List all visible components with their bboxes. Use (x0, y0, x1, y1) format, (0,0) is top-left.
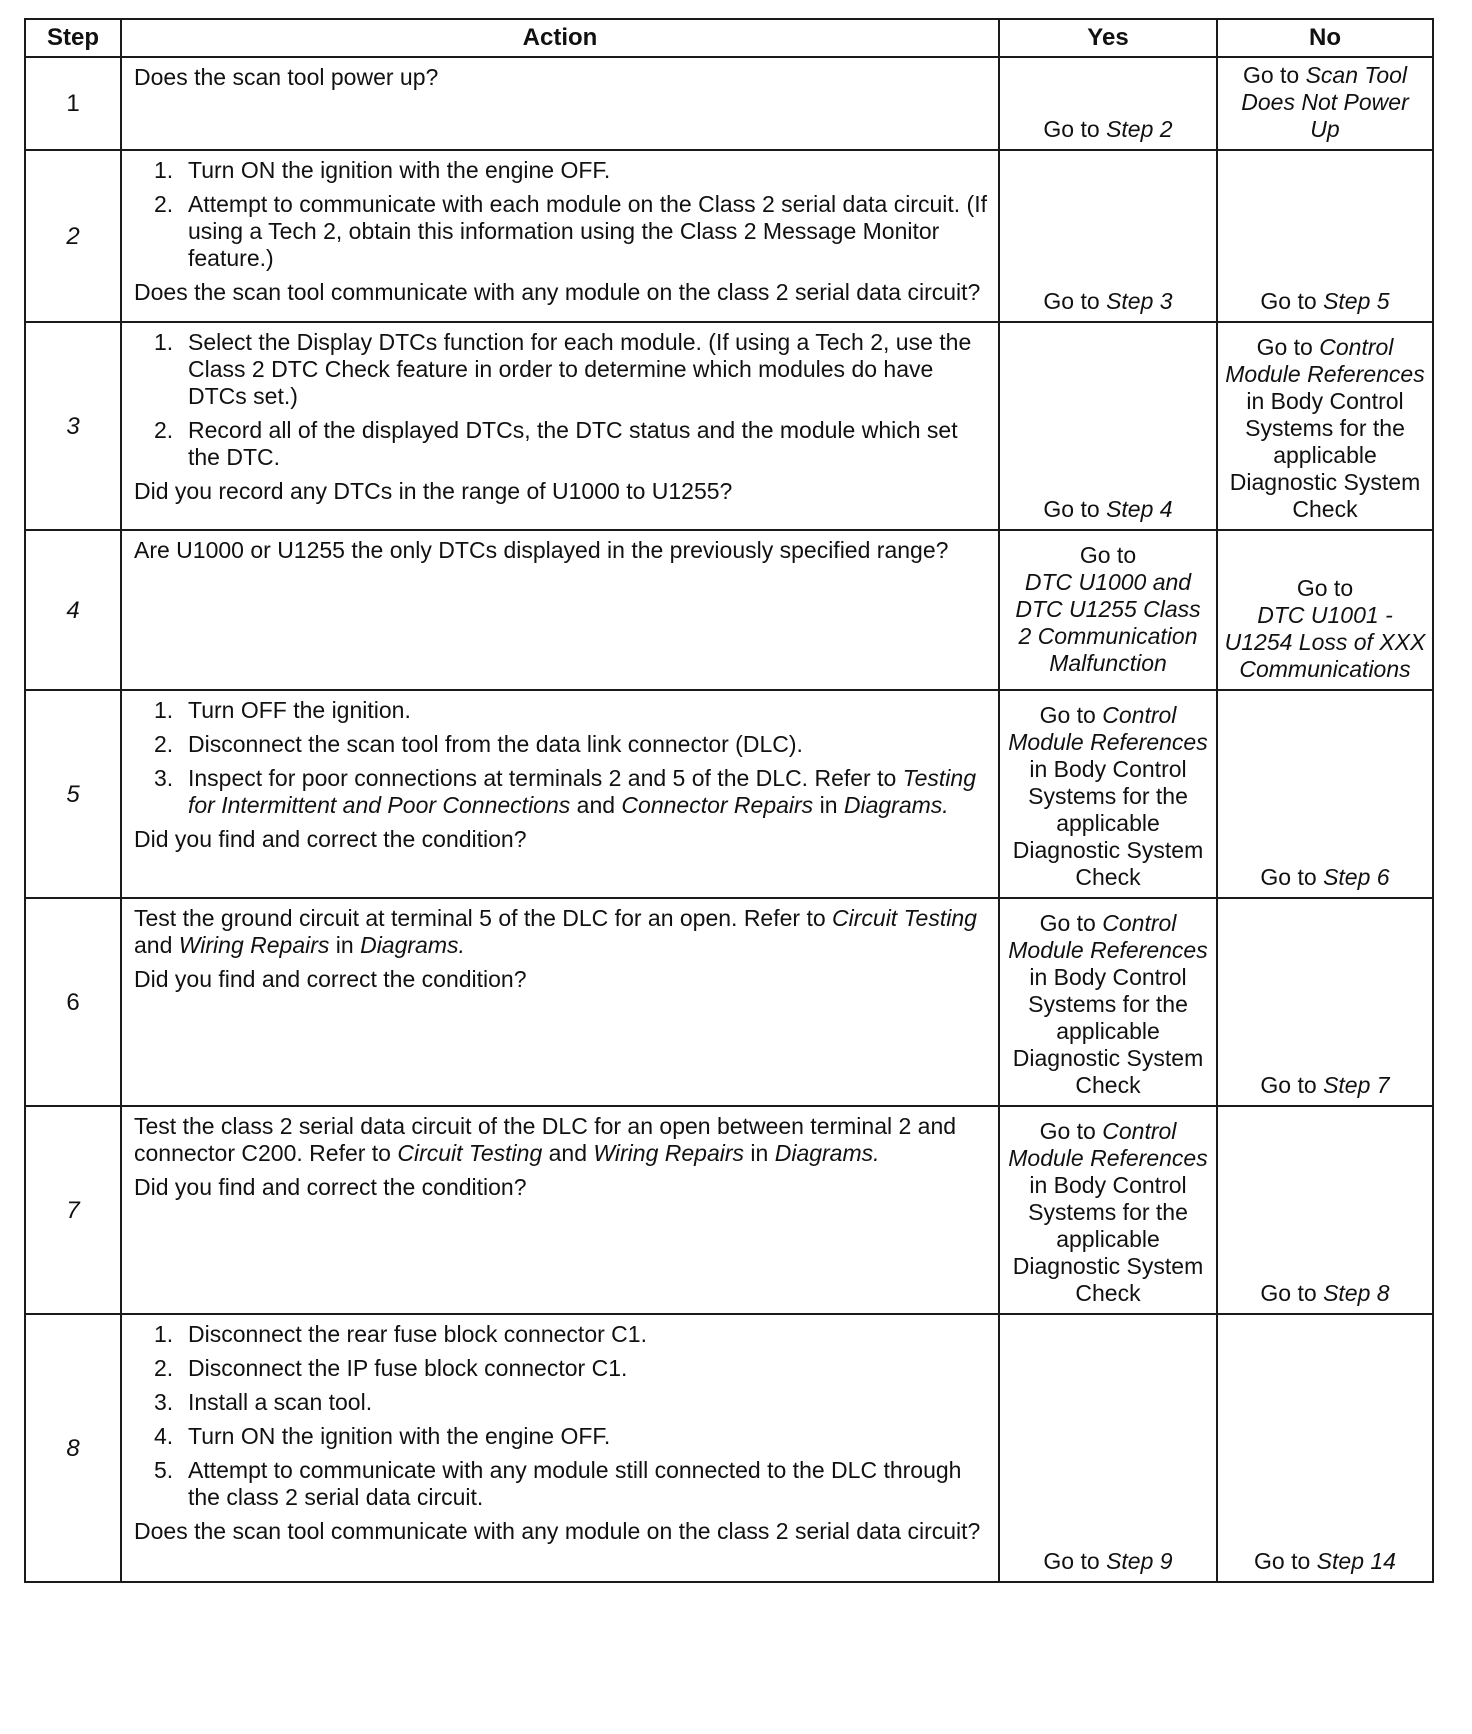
reference-link: Diagrams. (360, 932, 465, 958)
action-question: Did you find and correct the condition? (134, 1174, 527, 1200)
step-number: 2 (25, 150, 121, 322)
yes-target: Control Module References (1008, 1118, 1208, 1171)
header-step: Step (25, 19, 121, 57)
list-item: Disconnect the scan tool from the data link connector (DLC). (188, 731, 803, 757)
no-cell (1217, 57, 1433, 150)
action-question: Does the scan tool power up? (134, 64, 439, 90)
no-suffix: in Body Control Systems for the applicable Diagnostic System Check (1229, 388, 1421, 522)
action-paragraph (134, 905, 990, 959)
text-run: Inspect for poor connections at terminals 2 and 5 of the DLC. Refer to (188, 765, 903, 791)
yes-prefix: Go to (1039, 910, 1103, 936)
diagnostic-table-page (24, 18, 1432, 1583)
no-prefix: Go to (1260, 288, 1324, 314)
yes-cell (999, 690, 1217, 898)
action-list (134, 329, 990, 471)
no-prefix: Go to (1260, 864, 1324, 890)
reference-link: Diagrams. (774, 1140, 880, 1166)
reference-link: Wiring Repairs (178, 932, 330, 958)
yes-cell (999, 530, 1217, 690)
table-row (25, 690, 1433, 898)
table-row (25, 530, 1433, 690)
text-run: and (542, 1140, 594, 1166)
text-run: and (134, 932, 179, 958)
reference-link: Diagrams. (843, 792, 949, 818)
yes-prefix: Go to (1043, 1548, 1107, 1574)
step-number: 3 (25, 322, 121, 530)
no-target: Scan Tool Does Not Power Up (1241, 62, 1409, 142)
no-cell (1217, 322, 1433, 530)
text-run: in (329, 932, 361, 958)
no-target: Step 7 (1323, 1072, 1390, 1098)
action-question: Are U1000 or U1255 the only DTCs displayed in the previously specified range? (134, 537, 949, 563)
reference-link: Wiring Repairs (593, 1140, 745, 1166)
table-row (25, 1106, 1433, 1314)
list-item: Turn ON the ignition with the engine OFF. (188, 1423, 611, 1449)
no-cell (1217, 898, 1433, 1106)
action-question: Did you record any DTCs in the range of U1000 to U1255? (134, 478, 733, 504)
yes-prefix: Go to (1039, 1118, 1103, 1144)
action-cell (121, 1314, 999, 1582)
table-row (25, 150, 1433, 322)
list-item: Attempt to communicate with any module still connected to the DLC through the class 2 serial data circuit. (188, 1457, 962, 1510)
yes-target: Control Module References (1008, 910, 1208, 963)
text-run: Test the class 2 serial data circuit of the DLC for an open between terminal 2 and connector C200. Refer to (134, 1113, 957, 1166)
yes-target: Step 9 (1106, 1548, 1173, 1574)
list-item: Select the Display DTCs function for each module. (If using a Tech 2, use the Class 2 DTC Check feature in order to determine which modules do have DTCs set.) (188, 329, 972, 409)
action-cell (121, 690, 999, 898)
no-prefix: Go to (1296, 575, 1354, 601)
list-item: Attempt to communicate with each module on the Class 2 serial data circuit. (If using a Tech 2, obtain this information using the Class 2 Message Monitor feature.) (188, 191, 987, 271)
list-item (134, 765, 990, 819)
table-row (25, 57, 1433, 150)
action-question: Did you find and correct the condition? (134, 966, 527, 992)
no-target: Step 8 (1323, 1280, 1390, 1306)
no-cell (1217, 150, 1433, 322)
yes-cell (999, 898, 1217, 1106)
yes-prefix: Go to (1043, 288, 1107, 314)
text-run: Test the ground circuit at terminal 5 of the DLC for an open. Refer to (134, 905, 833, 931)
action-list (134, 1321, 990, 1511)
step-number: 1 (25, 57, 121, 150)
action-list (134, 157, 990, 272)
step-number: 4 (25, 530, 121, 690)
table-row (25, 322, 1433, 530)
action-cell (121, 150, 999, 322)
no-target: Step 6 (1323, 864, 1390, 890)
action-cell (121, 1106, 999, 1314)
no-target: Step 5 (1323, 288, 1390, 314)
yes-cell (999, 322, 1217, 530)
no-prefix: Go to (1260, 1072, 1324, 1098)
no-prefix: Go to (1256, 334, 1320, 360)
yes-cell (999, 57, 1217, 150)
no-prefix: Go to (1260, 1280, 1324, 1306)
yes-prefix: Go to (1039, 702, 1103, 728)
yes-cell (999, 1314, 1217, 1582)
diagnostic-table (24, 18, 1434, 1583)
step-number: 7 (25, 1106, 121, 1314)
no-target: Step 14 (1316, 1548, 1396, 1574)
header-yes: Yes (999, 19, 1217, 57)
reference-link: Circuit Testing (832, 905, 977, 931)
reference-link: Circuit Testing (397, 1140, 543, 1166)
action-question: Does the scan tool communicate with any module on the class 2 serial data circuit? (134, 1518, 981, 1544)
action-paragraph (134, 1113, 990, 1167)
action-question: Does the scan tool communicate with any module on the class 2 serial data circuit? (134, 279, 981, 305)
list-item: Turn OFF the ignition. (188, 697, 411, 723)
no-cell (1217, 1314, 1433, 1582)
no-prefix: Go to (1254, 1548, 1317, 1574)
yes-target: DTC U1000 and DTC U1255 Class 2 Communication Malfunction (1015, 568, 1201, 676)
list-item: Install a scan tool. (188, 1389, 373, 1415)
yes-suffix: in Body Control Systems for the applicable Diagnostic System Check (1012, 1172, 1204, 1306)
action-cell (121, 898, 999, 1106)
list-item: Turn ON the ignition with the engine OFF. (188, 157, 611, 183)
table-row (25, 898, 1433, 1106)
no-cell (1217, 690, 1433, 898)
yes-prefix: Go to (1043, 496, 1107, 522)
action-cell (121, 57, 999, 150)
step-number: 6 (25, 898, 121, 1106)
no-cell (1217, 1106, 1433, 1314)
yes-target: Step 4 (1106, 496, 1173, 522)
header-action: Action (121, 19, 999, 57)
yes-prefix: Go to (1043, 116, 1107, 142)
yes-cell (999, 1106, 1217, 1314)
no-target: Control Module References (1225, 334, 1425, 387)
list-item: Record all of the displayed DTCs, the DTC status and the module which set the DTC. (188, 417, 958, 470)
text-run: in (744, 1140, 775, 1166)
table-row (25, 1314, 1433, 1582)
no-cell (1217, 530, 1433, 690)
yes-suffix: in Body Control Systems for the applicable Diagnostic System Check (1012, 756, 1204, 890)
header-row (25, 19, 1433, 57)
list-item: Disconnect the IP fuse block connector C1. (188, 1355, 628, 1381)
action-question: Did you find and correct the condition? (134, 826, 527, 852)
text-run: and (570, 792, 622, 818)
action-cell (121, 530, 999, 690)
yes-target: Step 2 (1106, 116, 1173, 142)
list-item: Disconnect the rear fuse block connector C1. (188, 1321, 647, 1347)
yes-prefix: Go to (1079, 541, 1137, 568)
yes-suffix: in Body Control Systems for the applicable Diagnostic System Check (1012, 964, 1204, 1098)
text-run: in (813, 792, 844, 818)
reference-link: Connector Repairs (621, 792, 814, 818)
step-number: 8 (25, 1314, 121, 1582)
yes-target: Step 3 (1106, 288, 1173, 314)
action-cell (121, 322, 999, 530)
reference-link: Testing for Intermittent and Poor Connections (188, 765, 976, 818)
no-prefix: Go to (1242, 62, 1306, 88)
yes-cell (999, 150, 1217, 322)
yes-target: Control Module References (1008, 702, 1208, 755)
header-no: No (1217, 19, 1433, 57)
step-number: 5 (25, 690, 121, 898)
no-target: DTC U1001 - U1254 Loss of XXX Communications (1224, 602, 1426, 682)
action-list (134, 697, 990, 819)
